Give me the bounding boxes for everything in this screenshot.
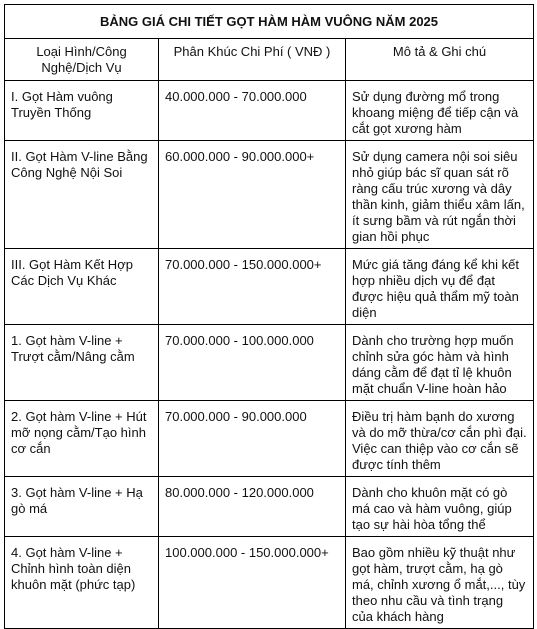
table-row [5, 537, 534, 629]
description-cell: Dành cho trường hợp muốn chỉnh sửa góc hàm và hình dáng cằm để đạt tỉ lệ khuôn mặt chuẩn V-line hoàn hảo [346, 325, 534, 401]
description-cell: Sử dụng camera nội soi siêu nhỏ giúp bác sĩ quan sát rõ ràng cấu trúc xương và dây thần kinh, giảm thiểu xâm lấn, ít sưng bầm và rút ngắn thời gian hồi phục [346, 141, 534, 249]
header-row [5, 39, 534, 81]
service-type-cell: 3. Gọt hàm V-line + Hạ gò má [5, 477, 159, 537]
header-service-type: Loại Hình/Công Nghệ/Dịch Vụ [5, 39, 159, 81]
service-type-cell: III. Gọt Hàm Kết Hợp Các Dịch Vụ Khác [5, 249, 159, 325]
table-row [5, 477, 534, 537]
table-row [5, 401, 534, 477]
price-cell: 70.000.000 - 150.000.000+ [159, 249, 346, 325]
price-cell: 60.000.000 - 90.000.000+ [159, 141, 346, 249]
table-row [5, 81, 534, 141]
description-cell: Dành cho khuôn mặt có gò má cao và hàm vuông, giúp tạo sự hài hòa tổng thể [346, 477, 534, 537]
price-cell: 100.000.000 - 150.000.000+ [159, 537, 346, 629]
table-row [5, 325, 534, 401]
price-table [4, 4, 534, 629]
table-row [5, 249, 534, 325]
table-row [5, 141, 534, 249]
header-description: Mô tả & Ghi chú [346, 39, 534, 81]
service-type-cell: 1. Gọt hàm V-line + Trượt cằm/Nâng cằm [5, 325, 159, 401]
table-title: BẢNG GIÁ CHI TIẾT GỌT HÀM HÀM VUÔNG NĂM 2025 [5, 5, 534, 39]
service-type-cell: 2. Gọt hàm V-line + Hút mỡ nọng cằm/Tạo hình cơ cắn [5, 401, 159, 477]
title-row [5, 5, 534, 39]
description-cell: Sử dụng đường mổ trong khoang miệng để tiếp cận và cắt gọt xương hàm [346, 81, 534, 141]
service-type-cell: 4. Gọt hàm V-line + Chỉnh hình toàn diện khuôn mặt (phức tạp) [5, 537, 159, 629]
description-cell: Bao gồm nhiều kỹ thuật như gọt hàm, trượt cằm, hạ gò má, chỉnh xương ổ mắt,..., tùy theo nhu cầu và tình trạng của khách hàng [346, 537, 534, 629]
description-cell: Điều trị hàm bạnh do xương và do mỡ thừa/cơ cắn phì đại. Việc can thiệp vào cơ cắn sẽ được tính thêm [346, 401, 534, 477]
header-price-range: Phân Khúc Chi Phí ( VNĐ ) [159, 39, 346, 81]
description-cell: Mức giá tăng đáng kể khi kết hợp nhiều dịch vụ để đạt được hiệu quả thẩm mỹ toàn diện [346, 249, 534, 325]
service-type-cell: I. Gọt Hàm vuông Truyền Thống [5, 81, 159, 141]
price-cell: 80.000.000 - 120.000.000 [159, 477, 346, 537]
price-cell: 40.000.000 - 70.000.000 [159, 81, 346, 141]
service-type-cell: II. Gọt Hàm V-line Bằng Công Nghệ Nội Soi [5, 141, 159, 249]
price-cell: 70.000.000 - 100.000.000 [159, 325, 346, 401]
price-cell: 70.000.000 - 90.000.000 [159, 401, 346, 477]
